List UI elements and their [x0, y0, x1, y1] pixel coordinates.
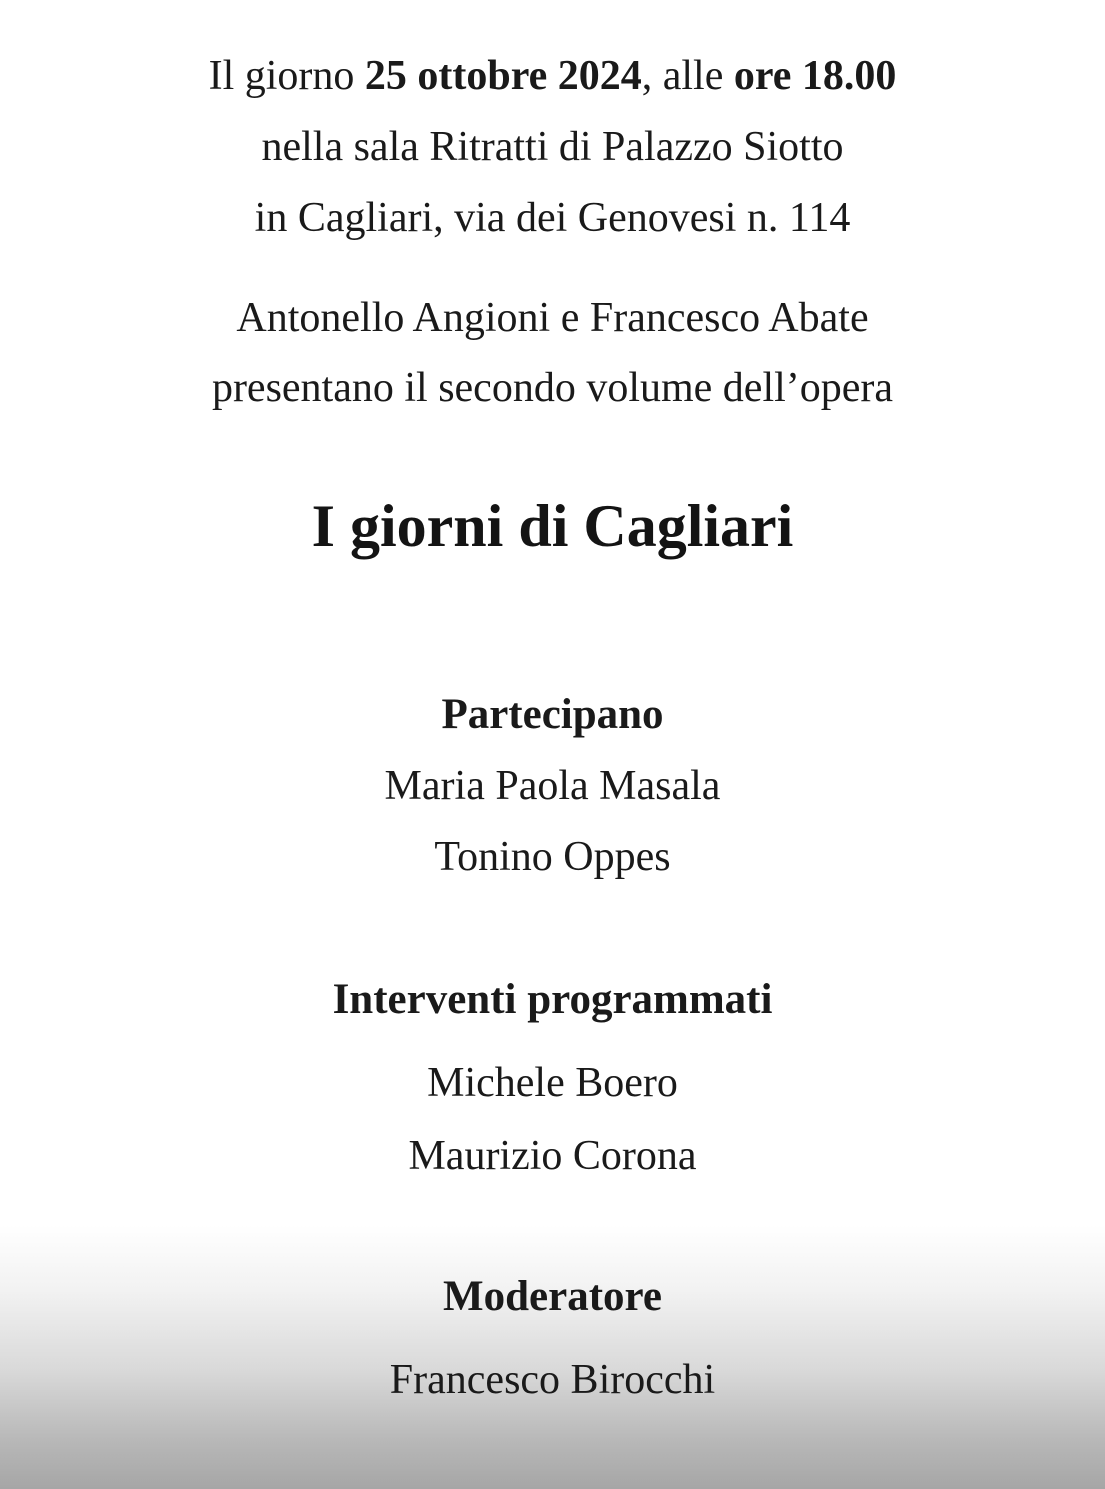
event-date: 25 ottobre 2024 [364, 53, 642, 99]
book-title: I giorni di Cagliari [311, 493, 794, 559]
venue-line: nella sala Ritratti di Palazzo Siotto [261, 124, 844, 170]
participant-name: Tonino Oppes [434, 834, 671, 880]
moderator-name: Francesco Birocchi [389, 1357, 716, 1403]
event-time: ore 18.00 [733, 53, 897, 99]
section-heading-partecipano: Partecipano [441, 691, 664, 738]
presentation-line: presentano il secondo volume dell’opera [211, 365, 894, 411]
event-date-line [0, 51, 1105, 101]
participant-name: Maria Paola Masala [384, 763, 721, 809]
section-heading-interventi: Interventi programmati [332, 976, 773, 1023]
presenters-line: Antonello Angioni e Francesco Abate [236, 295, 869, 341]
section-heading-moderatore: Moderatore [443, 1273, 662, 1320]
date-middle: , alle [641, 53, 734, 99]
date-prefix: Il giorno [208, 53, 365, 99]
address-line: in Cagliari, via dei Genovesi n. 114 [254, 195, 851, 241]
speaker-name: Michele Boero [427, 1060, 678, 1106]
speaker-name: Maurizio Corona [408, 1133, 697, 1179]
